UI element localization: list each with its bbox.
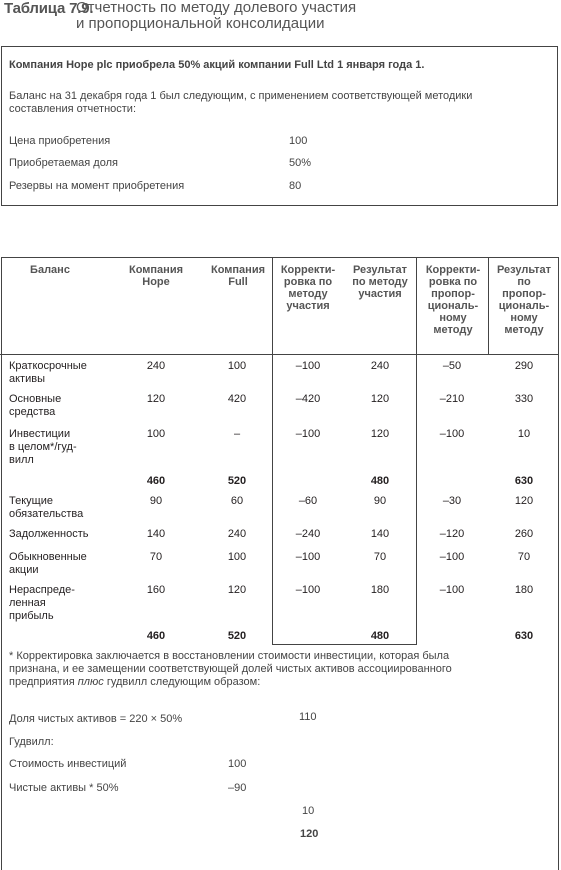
header-line: пропор- — [502, 288, 546, 300]
cell-equity-result: 240 — [370, 360, 390, 372]
cell-proportional-result: 330 — [514, 393, 534, 405]
row-label — [9, 428, 77, 467]
cell-full: 120 — [227, 584, 247, 596]
net-assets-value: 110 — [299, 711, 317, 723]
footnote-text: предприятия — [9, 676, 78, 688]
param-value: 100 — [289, 135, 308, 147]
header-line: по — [517, 276, 531, 288]
caption-line-2: и пропорциональной консолидации — [76, 15, 325, 32]
row-label-line: активы — [9, 373, 45, 385]
row-label — [9, 528, 89, 541]
header-line: Баланс — [30, 264, 70, 276]
row-label-line: Задолженность — [9, 528, 89, 540]
cell-proportional-result: 70 — [517, 551, 531, 563]
header-line: Корректи- — [280, 264, 336, 276]
header-line: ному — [439, 312, 467, 324]
intro-description-2: составления отчетности: — [9, 103, 136, 115]
header-divider — [0, 354, 559, 355]
header-proportional-adjustment — [418, 264, 488, 336]
row-label-line: ленная — [9, 597, 46, 609]
cell-proportional-adjustment: –100 — [439, 584, 465, 596]
cell-equity-result: 70 — [373, 551, 387, 563]
cell-equity-adjustment: –100 — [295, 584, 321, 596]
cell-equity-adjustment: –100 — [295, 360, 321, 372]
row-label — [9, 584, 75, 623]
total-full: 520 — [227, 630, 247, 642]
header-line: Результат — [496, 264, 552, 276]
cell-full: 100 — [227, 360, 247, 372]
row-label-line: в целом*/гуд- — [9, 441, 77, 453]
header-equity-result — [346, 264, 414, 300]
row-label — [9, 551, 87, 577]
net-assets-share-label: Чистые активы * 50% — [9, 782, 119, 794]
row-label-line: акции — [9, 564, 39, 576]
cell-proportional-adjustment: –120 — [439, 528, 465, 540]
cell-proportional-adjustment: –100 — [439, 428, 465, 440]
row-label-line: Обыкновенные — [9, 551, 87, 563]
table-title — [0, 0, 561, 40]
footnote — [9, 650, 554, 689]
cell-hope: 140 — [146, 528, 166, 540]
cell-proportional-result: 180 — [514, 584, 534, 596]
footnote-line — [9, 676, 554, 689]
cell-hope: 70 — [149, 551, 163, 563]
cell-equity-result: 120 — [370, 393, 390, 405]
cell-equity-result: 120 — [370, 428, 390, 440]
cell-equity-result: 180 — [370, 584, 390, 596]
param-label: Приобретаемая доля — [9, 157, 118, 169]
total-full: 520 — [227, 475, 247, 487]
column-divider — [488, 258, 489, 354]
cell-full: 240 — [227, 528, 247, 540]
cell-hope: 120 — [146, 393, 166, 405]
cell-proportional-result: 290 — [514, 360, 534, 372]
header-line: методу — [504, 324, 544, 336]
cell-proportional-adjustment: –210 — [439, 393, 465, 405]
header-line: участия — [358, 288, 402, 300]
net-assets-share-value: –90 — [228, 782, 247, 794]
row-label-line: Текущие — [9, 495, 53, 507]
cell-full: 420 — [227, 393, 247, 405]
header-line: ровка по — [283, 276, 333, 288]
param-value: 80 — [289, 180, 302, 192]
cell-equity-adjustment: –60 — [298, 495, 318, 507]
row-label — [9, 360, 87, 386]
header-line: по методу — [352, 276, 408, 288]
header-balance — [15, 264, 85, 276]
param-label: Цена приобретения — [9, 135, 111, 147]
header-line: участия — [286, 300, 330, 312]
row-label-line: обязательства — [9, 508, 84, 520]
row-label — [9, 393, 61, 419]
cell-equity-result: 90 — [373, 495, 387, 507]
cell-equity-adjustment: –240 — [295, 528, 321, 540]
cell-hope: 90 — [149, 495, 163, 507]
cell-hope: 240 — [146, 360, 166, 372]
header-line: ному — [510, 312, 538, 324]
cell-proportional-adjustment: –50 — [442, 360, 462, 372]
cell-hope: 100 — [146, 428, 166, 440]
net-assets-label: Доля чистых активов = 220 × 50% — [9, 713, 183, 725]
header-line: циональ- — [498, 300, 550, 312]
total-proportional-result: 630 — [514, 630, 534, 642]
cell-equity-adjustment: –100 — [295, 551, 321, 563]
header-equity-adjustment — [275, 264, 341, 312]
row-label — [9, 495, 83, 521]
total-equity-result: 480 — [370, 475, 390, 487]
header-line: ровка по — [428, 276, 478, 288]
footnote-line: * Корректировка заключается в восстановлении стоимости инвестиции, которая была — [9, 650, 450, 662]
table-bottom-line — [272, 644, 417, 645]
footnote-emphasis: плюс — [77, 676, 104, 688]
column-divider — [272, 258, 273, 645]
cell-equity-adjustment: –420 — [295, 393, 321, 405]
cell-proportional-adjustment: –30 — [442, 495, 462, 507]
header-line: Результат — [352, 264, 408, 276]
header-line: Full — [228, 276, 248, 288]
header-line: методу — [288, 288, 328, 300]
cell-full: 100 — [227, 551, 247, 563]
intro-heading: Компания Hope plc приобрела 50% акций компании Full Ltd 1 января года 1. — [9, 59, 425, 71]
header-line: методу — [433, 324, 473, 336]
param-label: Резервы на момент приобретения — [9, 180, 185, 192]
investment-cost-value: 100 — [228, 758, 247, 770]
header-line: пропор- — [431, 288, 475, 300]
cell-proportional-result: 120 — [514, 495, 534, 507]
header-hope — [118, 264, 194, 288]
row-label-line: Краткосрочные — [9, 360, 87, 372]
cell-equity-result: 140 — [370, 528, 390, 540]
header-line: Компания — [128, 264, 183, 276]
cell-proportional-adjustment: –100 — [439, 551, 465, 563]
param-value: 50% — [289, 157, 312, 169]
footnote-line: признана, и ее замещении соответствующей долей чистых активов ассоциированного — [9, 663, 452, 675]
header-line: Корректи- — [425, 264, 481, 276]
row-label-line: Инвестиции — [9, 428, 71, 440]
table-caption — [76, 0, 356, 32]
header-line: Компания — [210, 264, 265, 276]
header-proportional-result — [490, 264, 558, 336]
intro-description-1: Баланс на 31 декабря года 1 был следующим, с применением соответствующей методики — [9, 90, 473, 102]
row-label-line: Нераспреде- — [9, 584, 75, 596]
total-proportional-result: 630 — [514, 475, 534, 487]
row-label-line: Основные — [9, 393, 62, 405]
footnote-text: гудвилл следующим образом: — [103, 676, 261, 688]
cell-proportional-result: 10 — [517, 428, 531, 440]
table-number: Таблица 7.9. — [4, 0, 94, 17]
caption-line-1: Отчетность по методу долевого участия — [76, 0, 357, 16]
goodwill-value: 10 — [302, 805, 315, 817]
cell-proportional-result: 260 — [514, 528, 534, 540]
header-line: циональ- — [427, 300, 479, 312]
investment-cost-label: Стоимость инвестиций — [9, 758, 127, 770]
total-hope: 460 — [146, 630, 166, 642]
cell-full: 60 — [230, 495, 244, 507]
goodwill-label: Гудвилл: — [9, 736, 54, 748]
cell-full: – — [233, 428, 241, 440]
total-equity-result: 480 — [370, 630, 390, 642]
header-line: Hope — [142, 276, 170, 288]
row-label-line: средства — [9, 406, 56, 418]
total-hope: 460 — [146, 475, 166, 487]
cell-equity-adjustment: –100 — [295, 428, 321, 440]
row-label-line: вилл — [9, 454, 34, 466]
column-divider — [416, 258, 417, 645]
total-value: 120 — [300, 828, 319, 840]
cell-hope: 160 — [146, 584, 166, 596]
row-label-line: прибыль — [9, 610, 54, 622]
header-full — [203, 264, 273, 288]
